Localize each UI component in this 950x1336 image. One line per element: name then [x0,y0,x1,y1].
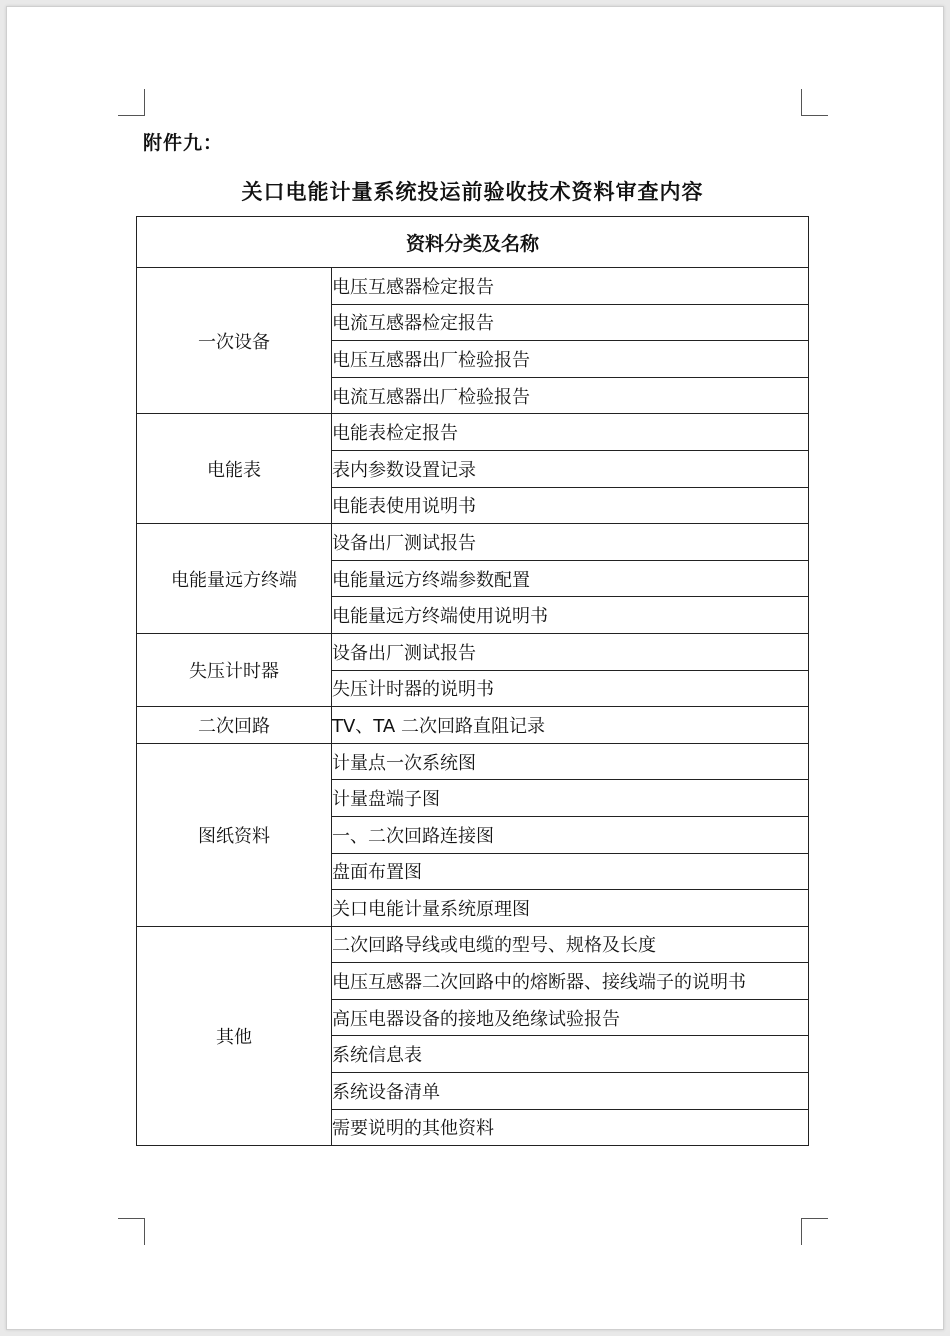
item-cell: 电压互感器出厂检验报告 [332,341,809,378]
item-cell: 高压电器设备的接地及绝缘试验报告 [332,999,809,1036]
item-cell: 关口电能计量系统原理图 [332,890,809,927]
item-cell: 电能表使用说明书 [332,487,809,524]
crop-mark-bottom-right [801,1218,828,1245]
item-cell: 一、二次回路连接图 [332,816,809,853]
table-header: 资料分类及名称 [137,217,809,268]
category-cell: 二次回路 [137,707,332,744]
item-cell: 需要说明的其他资料 [332,1109,809,1146]
item-cell: 电压互感器检定报告 [332,268,809,305]
category-cell: 失压计时器 [137,633,332,706]
item-cell: 电流互感器检定报告 [332,304,809,341]
table-row [137,743,809,780]
table-row [137,414,809,451]
category-cell: 电能量远方终端 [137,524,332,634]
category-cell: 图纸资料 [137,743,332,926]
table-row [137,524,809,561]
item-cell: 系统设备清单 [332,1073,809,1110]
item-cell: 计量点一次系统图 [332,743,809,780]
item-cell: 电能量远方终端使用说明书 [332,597,809,634]
table-body [137,268,809,1146]
crop-mark-top-right [801,89,828,116]
item-cell: 失压计时器的说明书 [332,670,809,707]
table-header-row [137,217,809,268]
category-cell: 一次设备 [137,268,332,414]
crop-mark-top-left [118,89,145,116]
category-cell: 其他 [137,926,332,1146]
table-row [137,633,809,670]
category-cell: 电能表 [137,414,332,524]
item-cell: 设备出厂测试报告 [332,524,809,561]
item-cell: 盘面布置图 [332,853,809,890]
item-cell: TV、TA 二次回路直阻记录 [332,707,809,744]
item-cell: 二次回路导线或电缆的型号、规格及长度 [332,926,809,963]
item-cell: 表内参数设置记录 [332,450,809,487]
item-cell: 电压互感器二次回路中的熔断器、接线端子的说明书 [332,963,809,1000]
table-row [137,926,809,963]
item-cell: 电能量远方终端参数配置 [332,560,809,597]
item-cell: 计量盘端子图 [332,780,809,817]
item-cell: 电流互感器出厂检验报告 [332,377,809,414]
table-row [137,268,809,305]
crop-mark-bottom-left [118,1218,145,1245]
review-table [136,216,809,1146]
item-cell: 设备出厂测试报告 [332,633,809,670]
document-title: 关口电能计量系统投运前验收技术资料审查内容 [241,180,704,204]
attachment-label: 附件九： [143,132,224,154]
item-cell: 电能表检定报告 [332,414,809,451]
table-row [137,707,809,744]
item-cell: 系统信息表 [332,1036,809,1073]
